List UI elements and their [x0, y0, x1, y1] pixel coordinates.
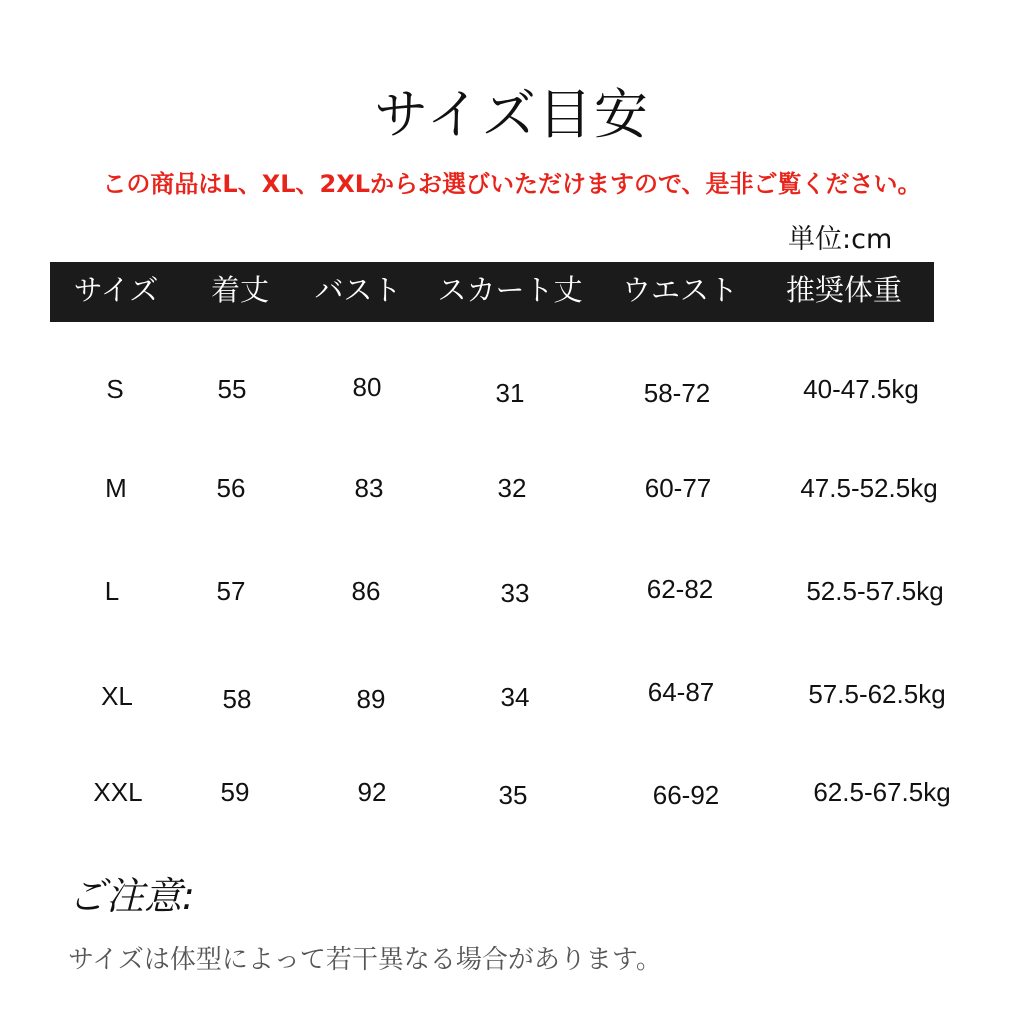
skirt-length-cell: 31: [495, 378, 525, 408]
bust-cell: 83: [354, 473, 384, 503]
length-cell: 59: [220, 777, 250, 807]
size-cell: XL: [101, 681, 133, 711]
unit-label: 単位:cm: [788, 224, 893, 255]
header-bust: バスト: [314, 273, 402, 307]
weight-cell: 40-47.5kg: [803, 374, 919, 404]
waist-cell: 66-92: [652, 780, 720, 810]
skirt-length-cell: 35: [498, 780, 528, 810]
size-cell: L: [104, 576, 120, 606]
size-cell: S: [106, 374, 124, 404]
weight-cell: 47.5-52.5kg: [800, 473, 938, 503]
skirt-length-cell: 34: [500, 682, 530, 712]
weight-cell: 62.5-67.5kg: [813, 777, 951, 807]
header-length: 着丈: [210, 273, 270, 307]
size-cell: XXL: [93, 777, 143, 807]
size-cell: M: [105, 473, 127, 503]
header-weight: 推奨体重: [785, 273, 903, 307]
length-cell: 58: [222, 684, 252, 714]
table-header: [50, 262, 934, 322]
waist-cell: 60-77: [644, 473, 712, 503]
notice-text: この商品はL、XL、2XLからお選びいただけますので、是非ご覧ください。: [102, 170, 922, 198]
weight-cell: 52.5-57.5kg: [806, 576, 944, 606]
skirt-length-cell: 33: [500, 578, 530, 608]
skirt-length-cell: 32: [497, 473, 527, 503]
bust-cell: 86: [351, 576, 381, 606]
note-text: サイズは体型によって若干異なる場合があります。: [68, 945, 662, 975]
length-cell: 55: [217, 374, 247, 404]
weight-cell: 57.5-62.5kg: [808, 679, 946, 709]
note-title: ご注意:: [68, 874, 195, 918]
waist-cell: 58-72: [643, 378, 711, 408]
header-skirt-length: スカート丈: [437, 273, 583, 307]
length-cell: 56: [216, 473, 246, 503]
bust-cell: 89: [356, 684, 386, 714]
header-waist: ウエスト: [621, 273, 739, 307]
header-size: サイズ: [73, 273, 159, 307]
bust-cell: 80: [352, 372, 382, 402]
bust-cell: 92: [357, 777, 387, 807]
waist-cell: 62-82: [646, 574, 714, 604]
waist-cell: 64-87: [647, 677, 715, 707]
page-title: サイズ目安: [374, 83, 650, 146]
length-cell: 57: [216, 576, 246, 606]
